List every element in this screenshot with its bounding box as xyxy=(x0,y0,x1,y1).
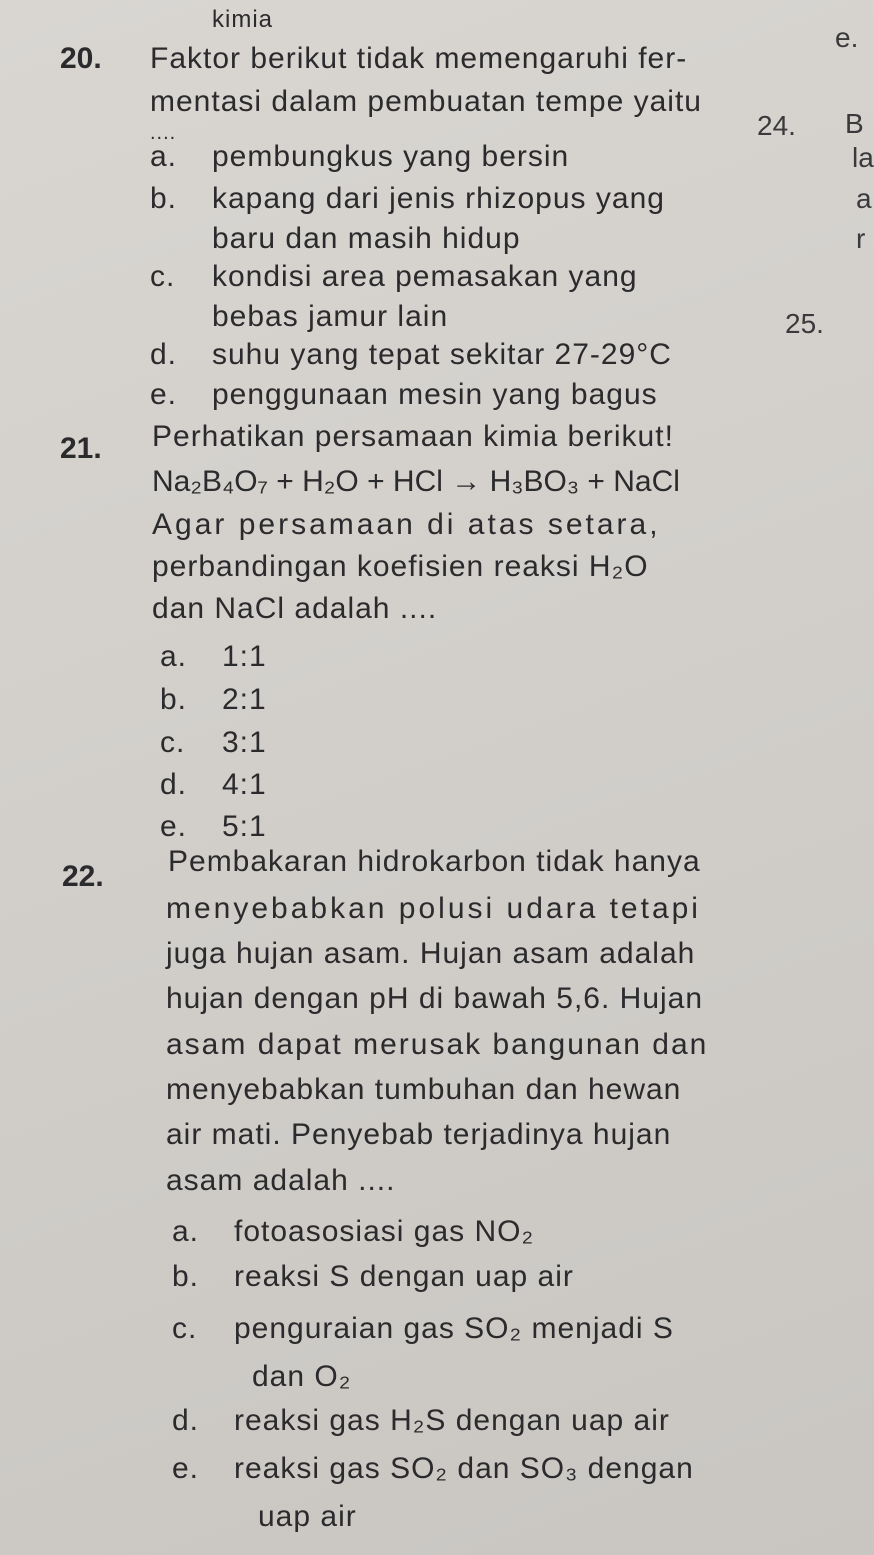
option-letter: c. xyxy=(160,726,186,759)
option-e[interactable] xyxy=(160,810,267,844)
option-b[interactable] xyxy=(150,182,665,216)
option-letter: b. xyxy=(172,1260,200,1293)
question-text-line: asam dapat merusak bangunan dan xyxy=(166,1028,709,1061)
option-text: 5:1 xyxy=(222,810,267,843)
option-text: reaksi S dengan uap air xyxy=(234,1260,574,1293)
option-letter: a. xyxy=(150,140,178,173)
question-text-line: perbandingan koefisien reaksi H₂O xyxy=(152,550,649,583)
chemical-equation: Na₂B₄O₇ + H₂O + HCl → H₃BO₃ + NaCl xyxy=(152,465,680,498)
question-text-line: asam adalah .... xyxy=(166,1164,396,1197)
edge-option-e: e. xyxy=(835,22,859,53)
option-text: fotoasosiasi gas NO₂ xyxy=(234,1215,535,1248)
option-text: kondisi area pemasakan yang xyxy=(212,260,638,293)
option-d[interactable] xyxy=(160,768,267,802)
option-letter: c. xyxy=(172,1312,198,1345)
question-text-line: menyebabkan tumbuhan dan hewan xyxy=(166,1073,682,1106)
subject-header: kimia xyxy=(212,6,274,33)
question-24-number: 24. xyxy=(757,110,796,141)
option-letter: e. xyxy=(160,810,188,843)
question-24-fragment-2: la xyxy=(852,142,874,173)
option-letter: a. xyxy=(172,1215,200,1248)
option-letter: e. xyxy=(172,1452,200,1485)
option-letter: e. xyxy=(150,378,178,411)
option-text: pembungkus yang bersin xyxy=(212,140,570,173)
option-letter: d. xyxy=(150,338,178,371)
option-b-continued: baru dan masih hidup xyxy=(212,222,521,255)
question-text-line: dan NaCl adalah .... xyxy=(152,592,438,625)
option-text: reaksi gas H₂S dengan uap air xyxy=(234,1404,670,1437)
option-c-continued: bebas jamur lain xyxy=(212,300,449,333)
option-a[interactable] xyxy=(150,140,569,174)
option-c-continued: dan O₂ xyxy=(252,1360,352,1393)
option-b[interactable] xyxy=(172,1260,574,1294)
option-text: suhu yang tepat sekitar 27-29°C xyxy=(212,338,672,371)
option-letter: b. xyxy=(160,683,188,716)
option-text: kapang dari jenis rhizopus yang xyxy=(212,182,665,215)
option-c[interactable] xyxy=(150,260,638,294)
option-d[interactable] xyxy=(150,338,672,372)
option-text: 4:1 xyxy=(222,768,267,801)
option-letter: c. xyxy=(150,260,176,293)
option-c[interactable] xyxy=(172,1312,674,1346)
option-letter: b. xyxy=(150,182,178,215)
option-text: 1:1 xyxy=(222,640,267,673)
question-text-line: Faktor berikut tidak memengaruhi fer- xyxy=(150,42,688,75)
question-text-line: Perhatikan persamaan kimia berikut! xyxy=(152,420,674,453)
question-24-fragment-3: a xyxy=(856,183,872,214)
question-text-line: hujan dengan pH di bawah 5,6. Hujan xyxy=(166,982,704,1015)
option-text: 2:1 xyxy=(222,683,267,716)
option-e[interactable] xyxy=(150,378,658,412)
option-letter: d. xyxy=(160,768,188,801)
question-text-line: Agar persamaan di atas setara, xyxy=(152,508,661,541)
option-text: penguraian gas SO₂ menjadi S xyxy=(234,1312,674,1345)
question-number: 21. xyxy=(60,432,102,465)
question-24-fragment: B xyxy=(845,108,864,139)
question-24-fragment-4: r xyxy=(856,223,866,254)
option-letter: d. xyxy=(172,1404,200,1437)
option-c[interactable] xyxy=(160,726,267,760)
option-b[interactable] xyxy=(160,683,267,717)
option-a[interactable] xyxy=(172,1215,534,1249)
option-text: reaksi gas SO₂ dan SO₃ dengan xyxy=(234,1452,694,1485)
option-text: 3:1 xyxy=(222,726,267,759)
question-number: 20. xyxy=(60,42,102,75)
question-number: 22. xyxy=(62,860,104,893)
option-e-continued: uap air xyxy=(258,1500,357,1533)
question-text-line: .... xyxy=(150,122,177,144)
question-text-line: Pembakaran hidrokarbon tidak hanya xyxy=(168,845,701,878)
option-text: penggunaan mesin yang bagus xyxy=(212,378,658,411)
question-text-line: mentasi dalam pembuatan tempe yaitu xyxy=(150,85,702,118)
question-25-number: 25. xyxy=(785,308,824,339)
question-text-line: air mati. Penyebab terjadinya hujan xyxy=(166,1118,672,1151)
option-letter: a. xyxy=(160,640,188,673)
question-text-line: juga hujan asam. Hujan asam adalah xyxy=(166,937,696,970)
option-d[interactable] xyxy=(172,1404,670,1438)
option-e[interactable] xyxy=(172,1452,694,1486)
option-a[interactable] xyxy=(160,640,267,674)
question-text-line: menyebabkan polusi udara tetapi xyxy=(166,892,701,925)
